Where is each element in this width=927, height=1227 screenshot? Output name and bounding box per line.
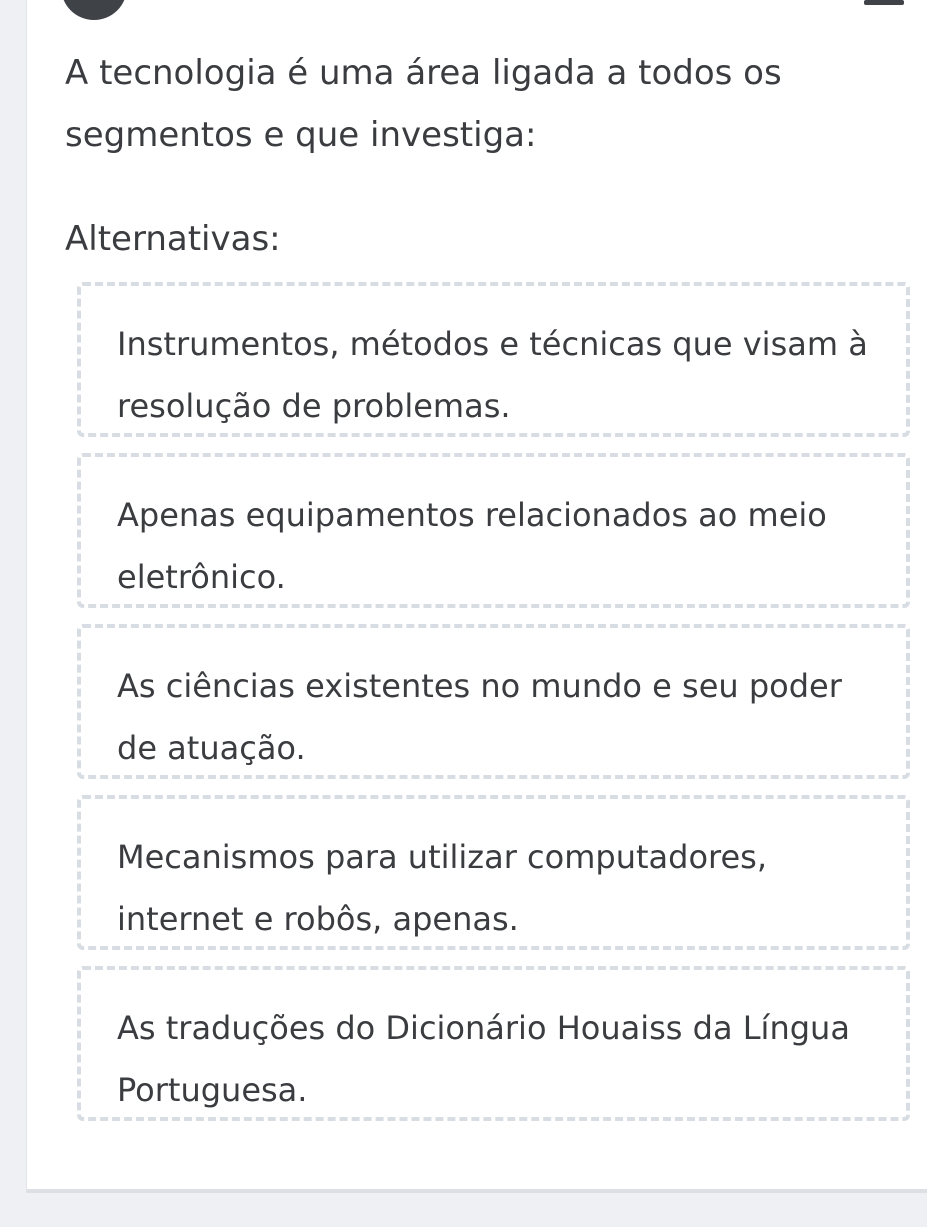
- alternative-label: As ciências existentes no mundo e seu poder de atuação.: [117, 667, 842, 767]
- alternative-option-5[interactable]: [77, 966, 910, 1121]
- alternative-option-4[interactable]: [77, 795, 910, 950]
- question-text: A tecnologia é uma área ligada a todos os segmentos e que investiga:: [65, 53, 782, 155]
- question-card: [26, 0, 927, 1193]
- alternative-label: As traduções do Dicionário Houaiss da Língua Portuguesa.: [117, 1009, 850, 1109]
- alternative-option-1[interactable]: [77, 282, 910, 437]
- alternative-option-2[interactable]: [77, 453, 910, 608]
- alternative-label: Apenas equipamentos relacionados ao meio eletrônico.: [117, 496, 827, 596]
- alternatives-list: [77, 282, 910, 1137]
- alternative-label: Instrumentos, métodos e técnicas que visam à resolução de problemas.: [117, 325, 868, 425]
- alternative-label: Mecanismos para utilizar computadores, internet e robôs, apenas.: [117, 838, 767, 938]
- menu-icon[interactable]: [864, 0, 904, 5]
- alternative-option-3[interactable]: [77, 624, 910, 779]
- alternatives-heading: Alternativas:: [65, 219, 281, 259]
- avatar: [61, 0, 127, 20]
